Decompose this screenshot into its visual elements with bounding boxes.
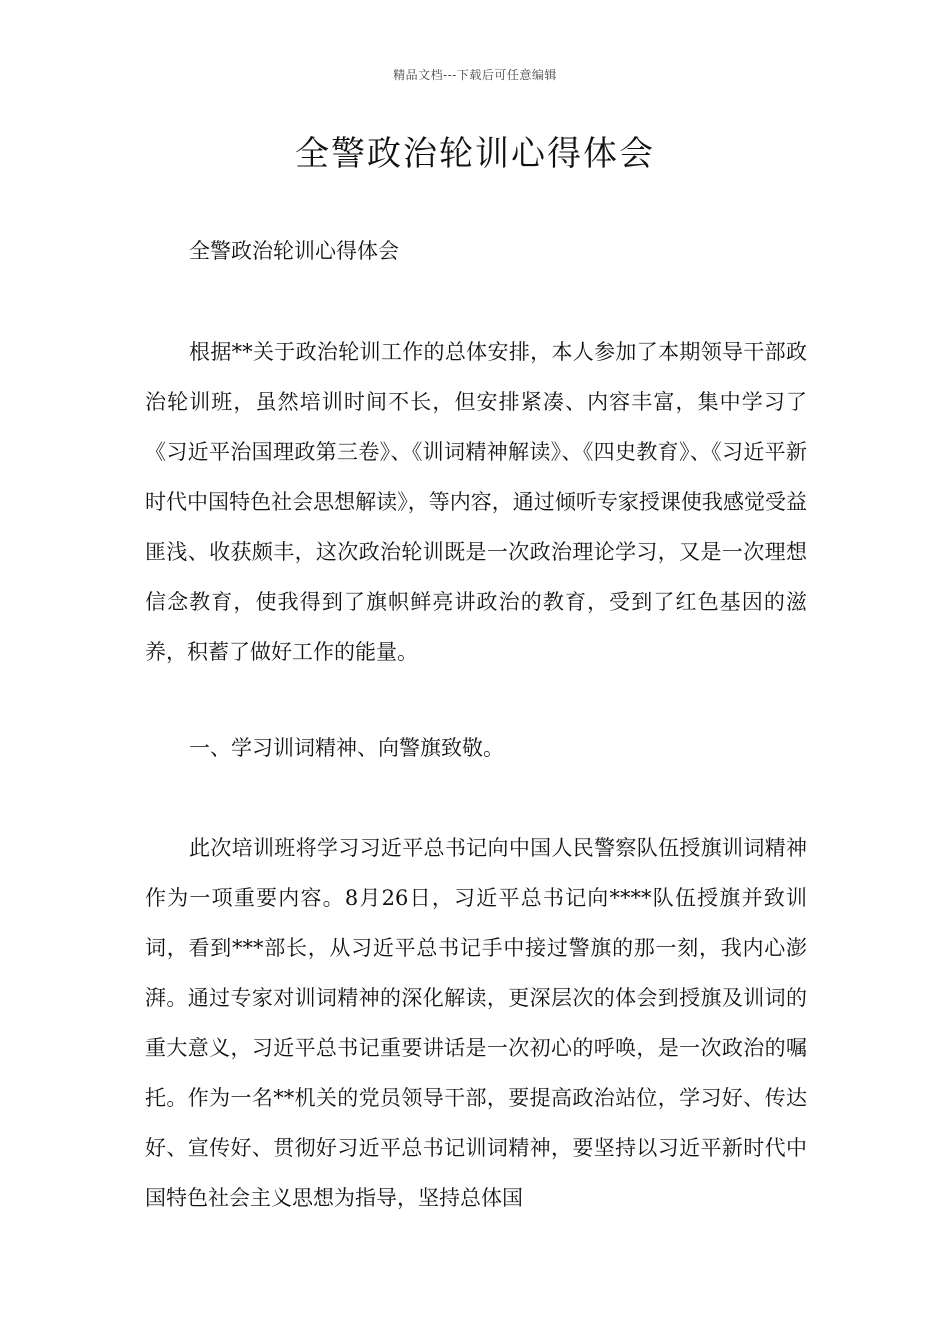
intro-paragraph: 根据**关于政治轮训工作的总体安排，本人参加了本期领导干部政治轮训班，虽然培训时间不长，但安排紧凑、内容丰富，集中学习了《习近平治国理政第三卷》、《训词精神解读》、《四史教育》、《习近平新时代中国特色社会思想解读》，等内容，通过倾听专家授课使我感觉受益匪浅、收获颇丰，这次政治轮训既是一次政治理论学习，又是一次理想信念教育，使我得到了旗帜鲜亮讲政治的教育，受到了红色基因的滋养，积蓄了做好工作的能量。 bbox=[145, 340, 807, 664]
section-paragraph: 此次培训班将学习习近平总书记向中国人民警察队伍授旗训词精神作为一项重要内容。8月26日，习近平总书记向****队伍授旗并致训词，看到***部长，从习近平总书记手中接过警旗的那一刻，我内心澎湃。通过专家对训词精神的深化解读，更深层次的体会到授旗及训词的重大意义，习近平总书记重要讲话是一次初心的呼唤，是一次政治的嘱托。作为一名**机关的党员领导干部，要提高政治站位，学习好、传达好、宣传好、贯彻好习近平总书记训词精神，要坚持以习近平新时代中国特色社会主义思想为指导，坚持总体国 bbox=[145, 836, 807, 1210]
header-note: 精品文档---下载后可任意编辑 bbox=[393, 68, 557, 82]
section-heading: 一、学习训词精神、向警旗致敬。 bbox=[189, 736, 504, 760]
document-subtitle: 全警政治轮训心得体会 bbox=[189, 239, 399, 263]
document-title: 全警政治轮训心得体会 bbox=[295, 134, 655, 174]
